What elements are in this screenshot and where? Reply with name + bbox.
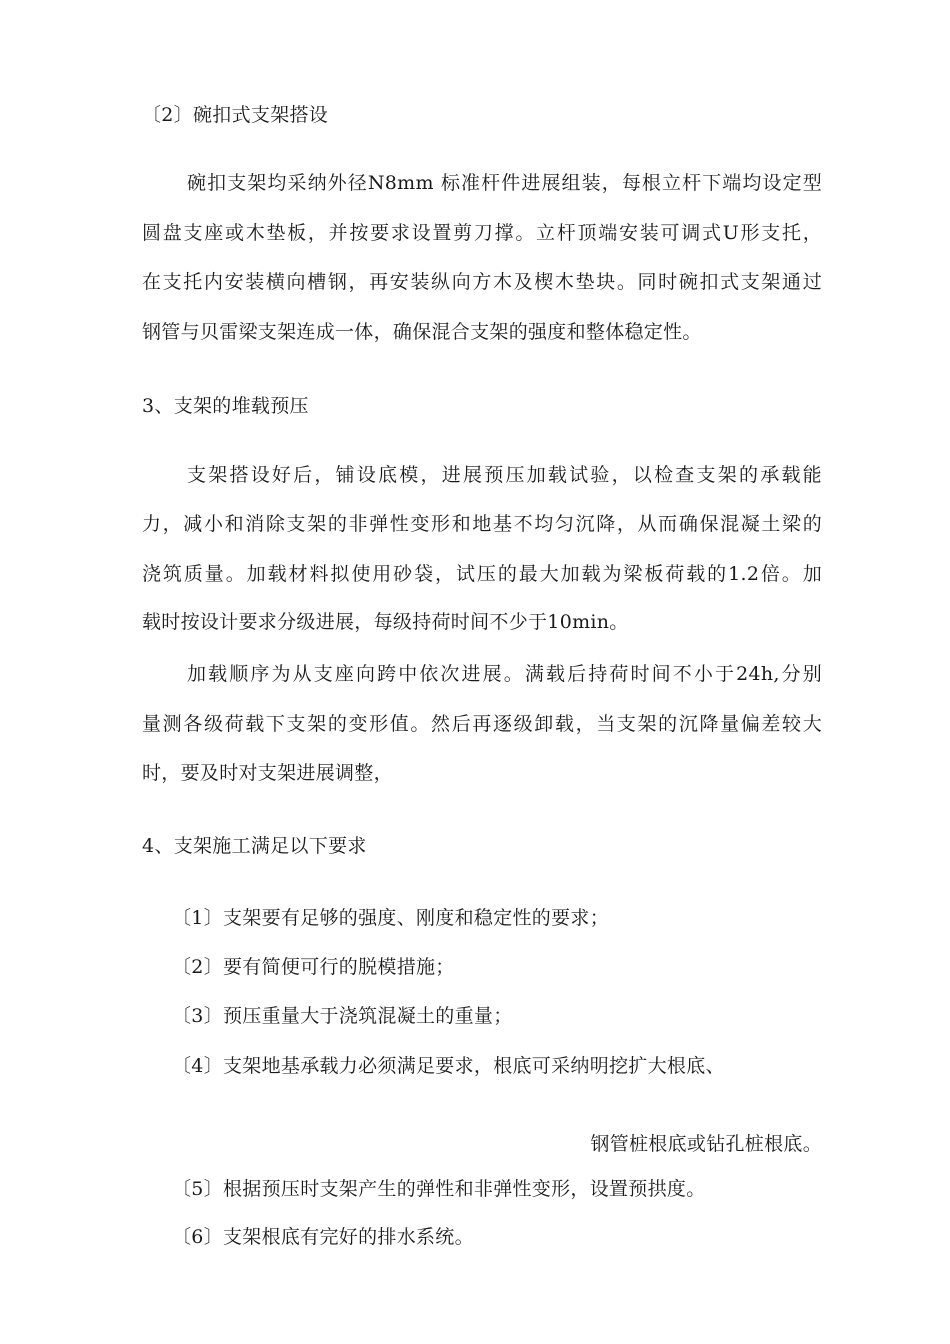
paragraph-line: 载时按设计要求分级进展，每级持荷时间不少于10min。 [142, 611, 629, 633]
paragraph-line: 浇筑质量。加载材料拟使用砂袋，试压的最大加载为梁板荷载的1.2倍。加 [142, 563, 822, 585]
list-item: 〔4〕支架地基承载力必须满足要求，根底可采纳明挖扩大根底、 [172, 1055, 725, 1077]
list-item: 〔3〕预压重量大于浇筑混凝土的重量； [172, 1005, 513, 1027]
list-item: 〔5〕根据预压时支架产生的弹性和非弹性变形，设置预拱度。 [172, 1178, 706, 1200]
list-item: 〔6〕支架根底有完好的排水系统。 [172, 1226, 474, 1248]
list-item: 〔1〕支架要有足够的强度、刚度和稳定性的要求； [172, 907, 609, 929]
paragraph-line: 钢管与贝雷梁支架连成一体，确保混合支架的强度和整体稳定性。 [142, 321, 702, 343]
paragraph-line: 量测各级荷载下支架的变形值。然后再逐级卸载，当支架的沉降量偏差较大 [142, 713, 822, 735]
paragraph-line: 时，要及时对支架进展调整， [142, 762, 393, 784]
section-2-title: 〔2〕碗扣式支架搭设 [142, 104, 329, 126]
heading-requirements: 4、支架施工满足以下要求 [142, 835, 367, 857]
heading-preload: 3、支架的堆载预压 [142, 395, 309, 417]
list-item: 〔2〕要有简便可行的脱模措施； [172, 956, 455, 978]
paragraph-line: 圆盘支座或木垫板，并按要求设置剪刀撑。立杆顶端安装可调式U形支托， [142, 222, 822, 244]
paragraph-line: 力，减小和消除支架的非弹性变形和地基不均匀沉降，从而确保混凝土梁的 [142, 513, 822, 535]
paragraph-line: 支架搭设好后，铺设底模，进展预压加载试验，以检查支架的承载能 [187, 464, 822, 486]
list-item-continuation: 钢管桩根底或钻孔桩根底。 [590, 1133, 822, 1155]
paragraph-line: 碗扣支架均采纳外径N8mm 标准杆件进展组装，每根立杆下端均设定型 [187, 172, 822, 194]
paragraph-line: 在支托内安装横向槽钢，再安装纵向方木及楔木垫块。同时碗扣式支架通过 [142, 271, 822, 293]
paragraph-line: 加载顺序为从支座向跨中依次进展。满载后持荷时间不小于24h,分别 [187, 663, 822, 685]
